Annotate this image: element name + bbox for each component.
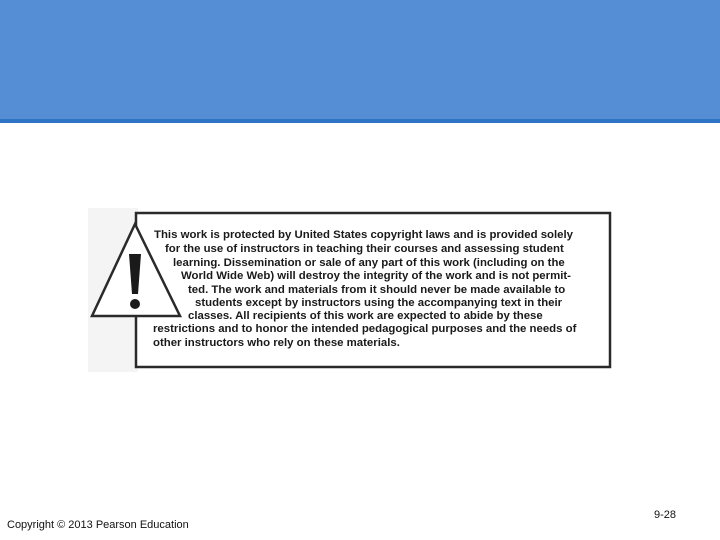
notice-line: classes. All recipients of this work are expected to abide by these — [188, 310, 543, 322]
notice-text — [88, 208, 616, 372]
notice-line: World Wide Web) will destroy the integrity of the work and is not permit- — [181, 270, 571, 282]
notice-line: ted. The work and materials from it should never be made available to — [188, 284, 566, 296]
header-band — [0, 0, 720, 119]
notice-line: students except by instructors using the accompanying text in their — [195, 297, 563, 309]
header-rule — [0, 119, 720, 123]
footer-page-number: 9-28 — [654, 509, 677, 521]
copyright-notice — [88, 208, 616, 372]
notice-line: for the use of instructors in teaching their courses and assessing student — [165, 243, 564, 255]
notice-line: restrictions and to honor the intended pedagogical purposes and the needs of — [153, 323, 577, 335]
footer-copyright: Copyright © 2013 Pearson Education — [7, 519, 189, 531]
notice-line: learning. Dissemination or sale of any part of this work (including on the — [173, 257, 565, 269]
notice-line: This work is protected by United States copyright laws and is provided solely — [154, 229, 574, 241]
notice-line: other instructors who rely on these materials. — [153, 337, 400, 349]
